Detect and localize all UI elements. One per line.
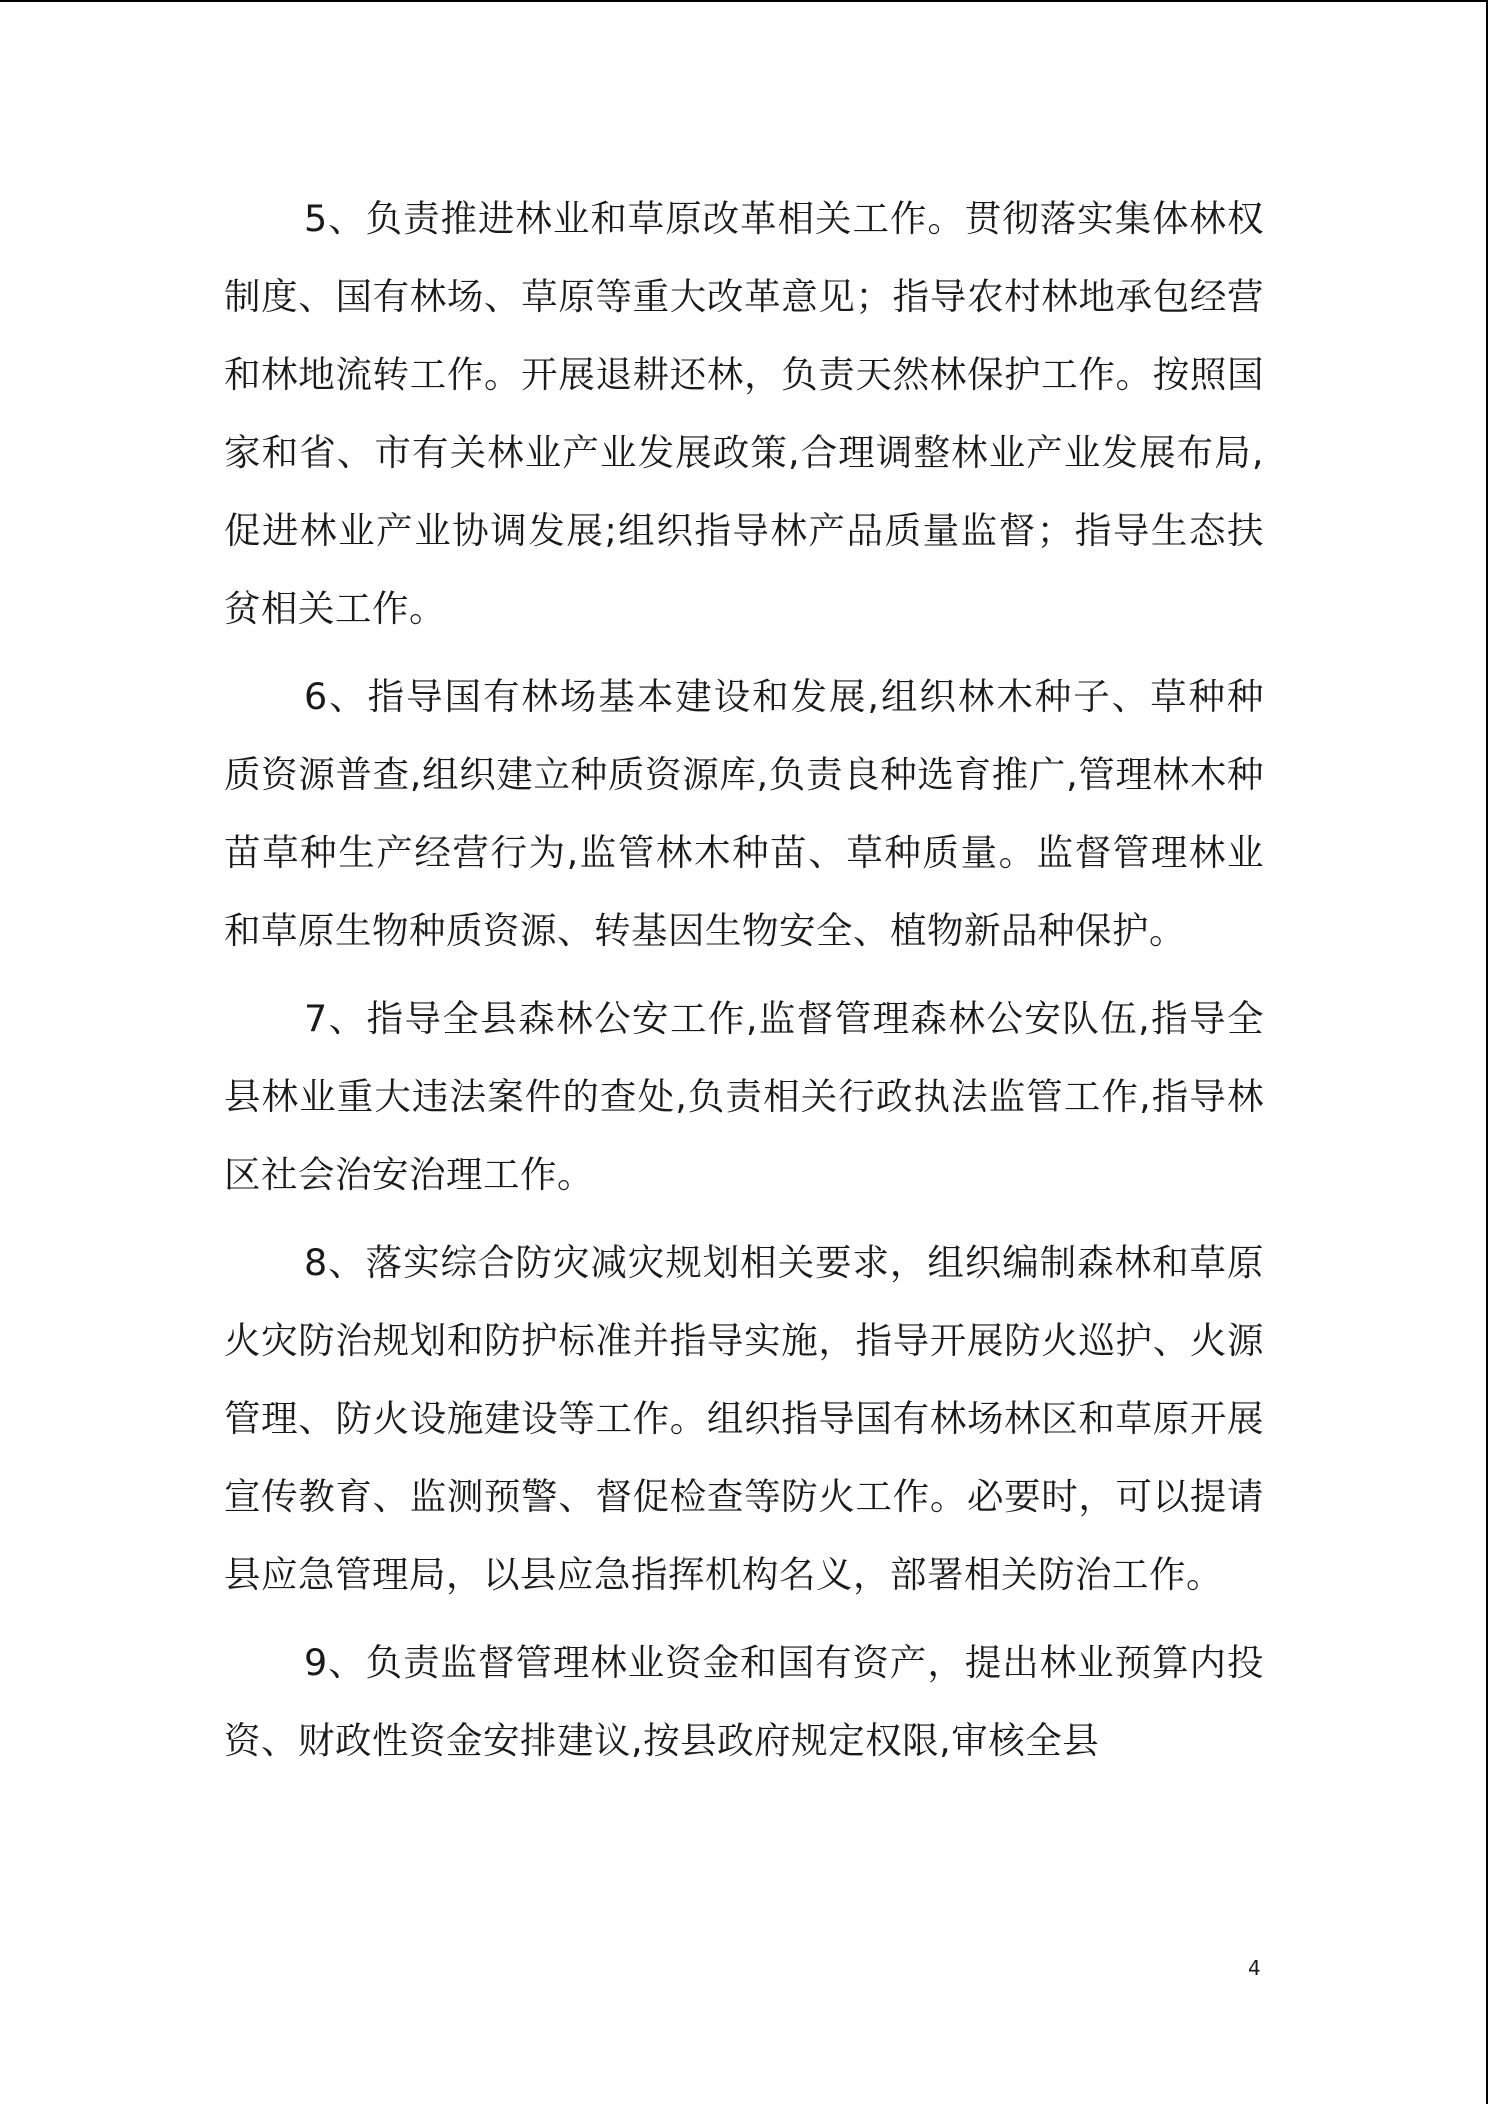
page-top-border xyxy=(0,0,1488,2)
paragraph-item-7: 7、指导全县森林公安工作,监督管理森林公安队伍,指导全县林业重大违法案件的查处,负责相关行政执法监管工作,指导林区社会治安治理工作。 xyxy=(224,997,1264,1196)
page-number: 4 xyxy=(1248,1956,1261,1980)
paragraph-item-8: 8、落实综合防灾减灾规划相关要求，组织编制森林和草原火灾防治规划和防护标准并指导实施，指导开展防火巡护、火源管理、防火设施建设等工作。组织指导国有林场林区和草原开展宣传教育、监测预警、督促检查等防火工作。必要时，可以提请县应急管理局，以县应急指挥机构名义，部署相关防治工作。 xyxy=(224,1241,1264,1596)
paragraph-item-6: 6、指导国有林场基本建设和发展,组织林木种子、草种种质资源普查,组织建立种质资源库,负责良种选育推广,管理林木种苗草种生产经营行为,监管林木种苗、草种质量。监督管理林业和草原生物种质资源、转基因生物安全、植物新品种保护。 xyxy=(224,675,1264,952)
paragraph-item-9: 9、负责监督管理林业资金和国有资产，提出林业预算内投资、财政性资金安排建议,按县政府规定权限,审核全县 xyxy=(224,1641,1264,1762)
paragraph-item-5: 5、负责推进林业和草原改革相关工作。贯彻落实集体林权制度、国有林场、草原等重大改革意见；指导农村林地承包经营和林地流转工作。开展退耕还林，负责天然林保护工作。按照国家和省、市有关林业产业发展政策,合理调整林业产业发展布局,促进林业产业协调发展;组织指导林产品质量监督；指导生态扶贫相关工作。 xyxy=(224,197,1264,630)
document-body xyxy=(224,180,1264,1790)
